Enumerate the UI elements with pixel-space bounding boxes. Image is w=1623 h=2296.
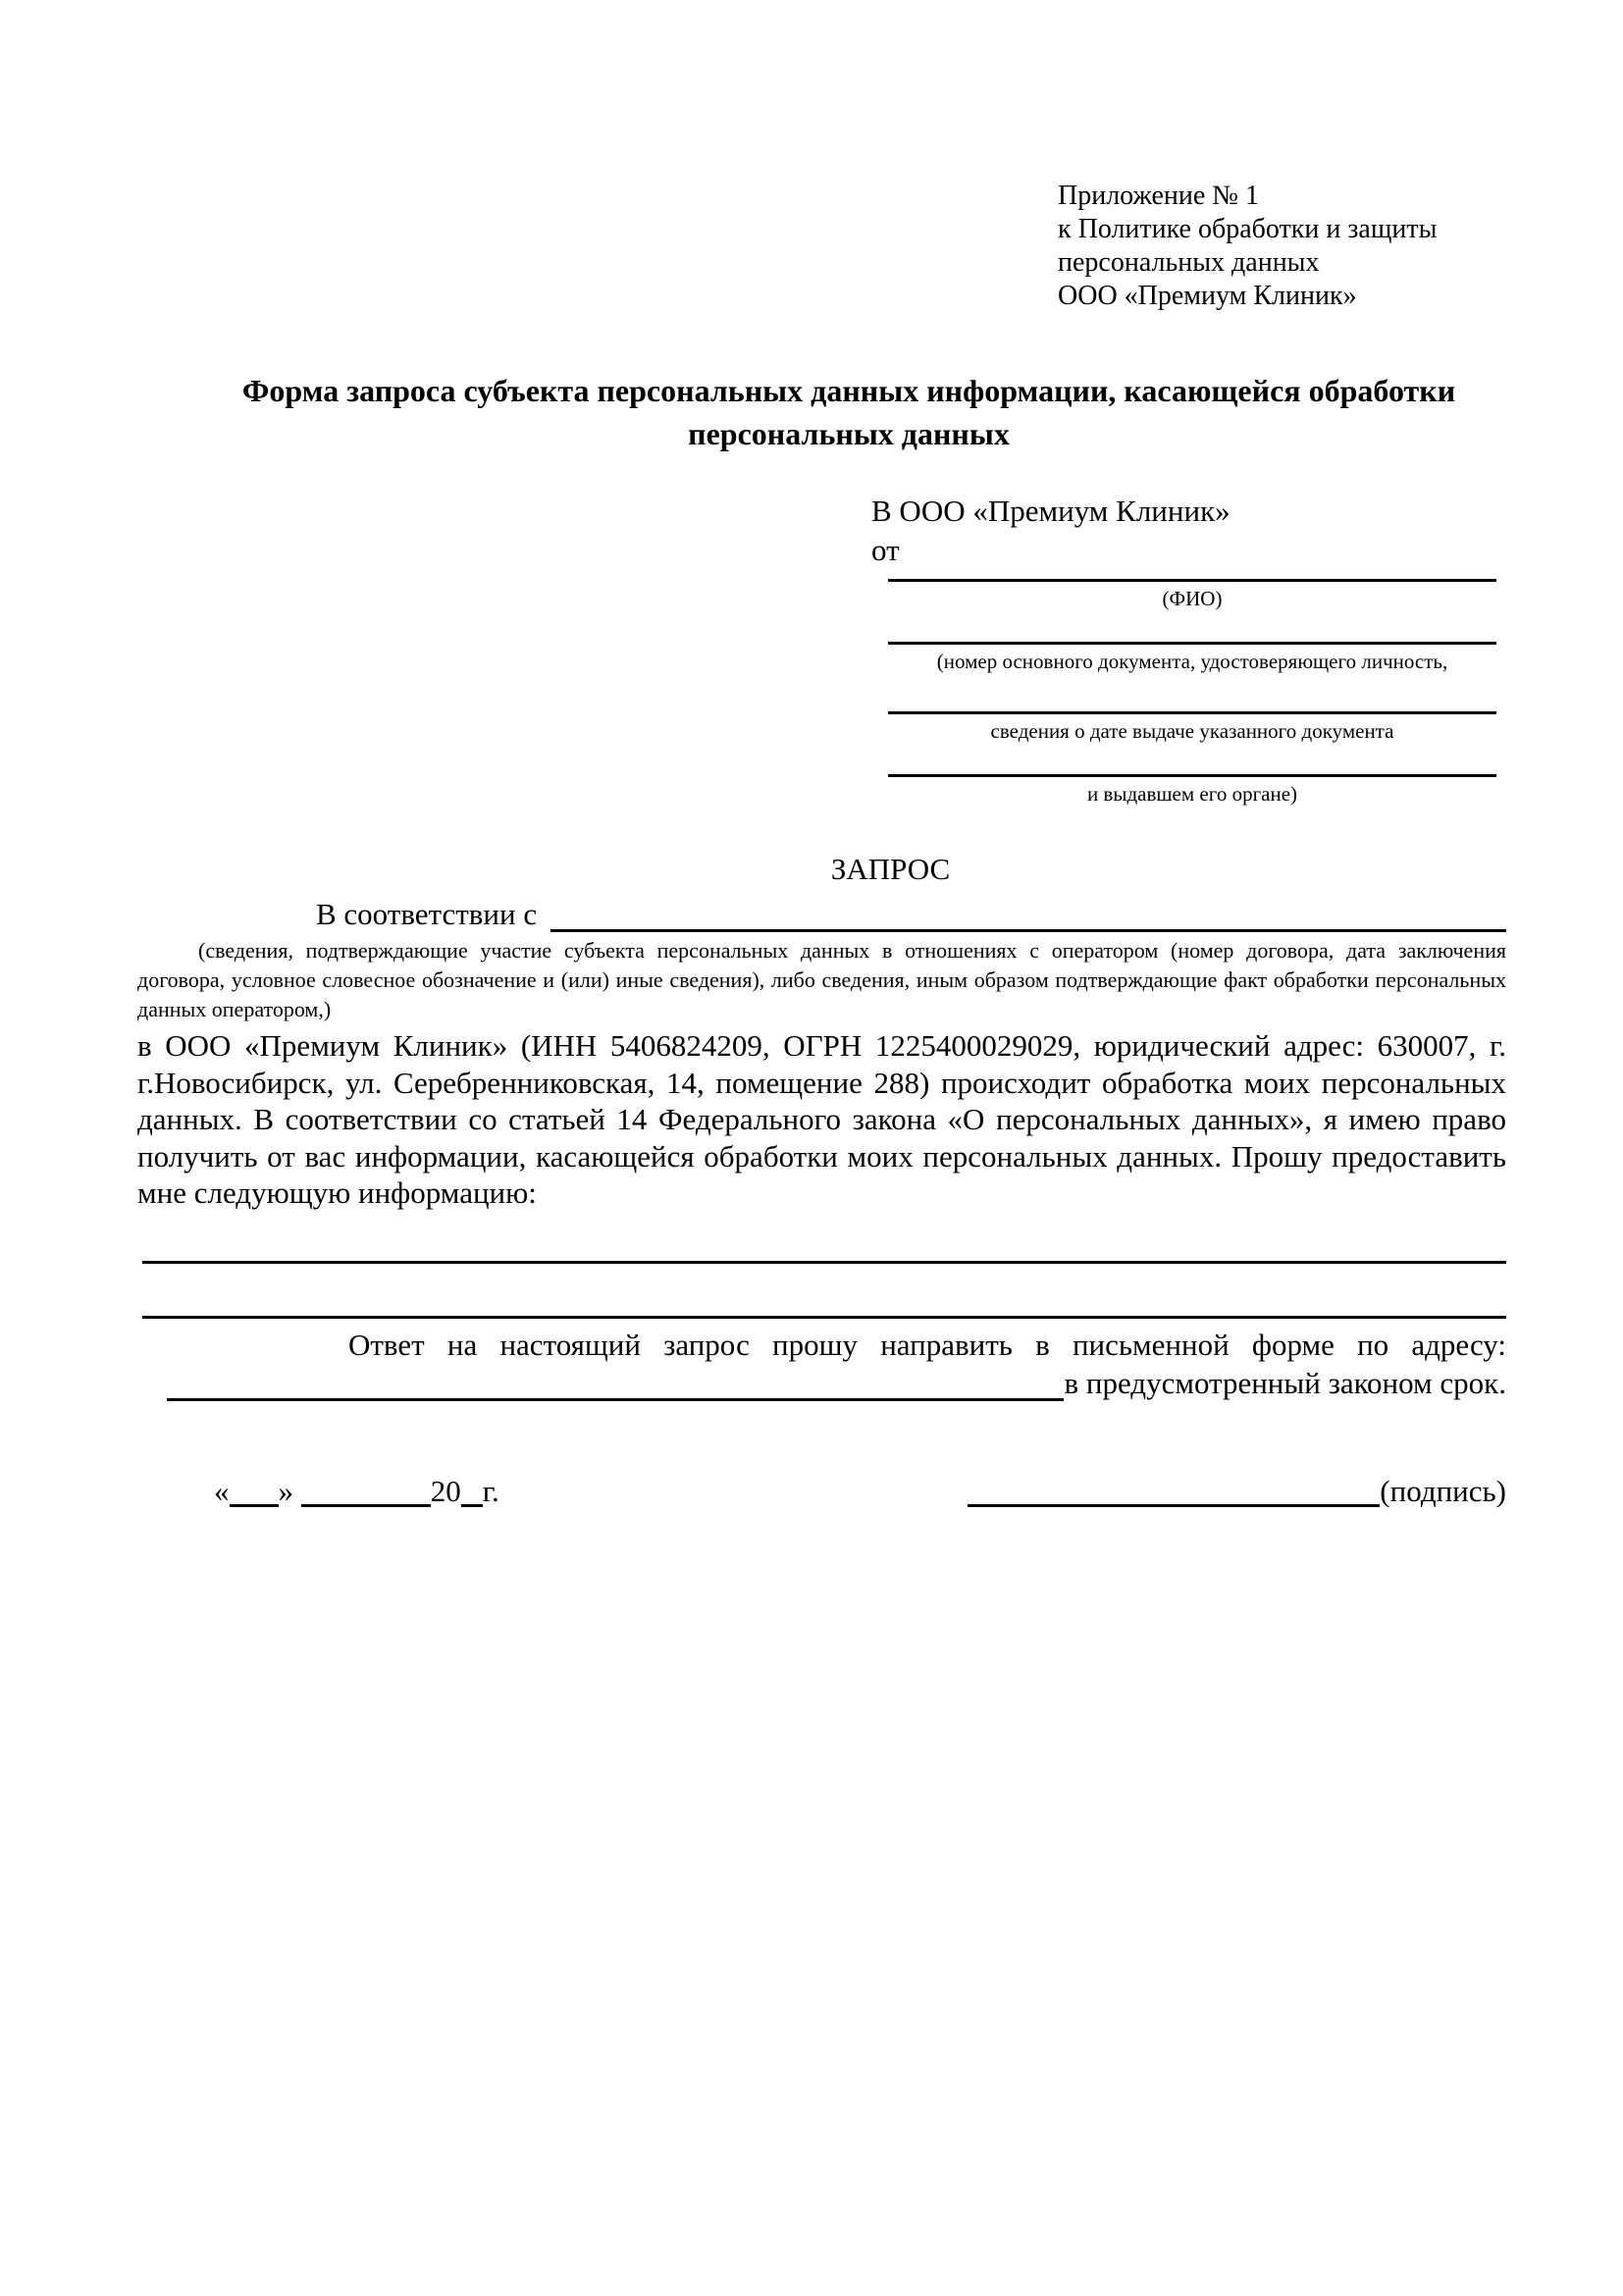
issue-date-fill-line [888, 674, 1496, 714]
fio-caption: (ФИО) [1162, 587, 1223, 610]
answer-suffix: в предусмотренный законом срок. [1064, 1365, 1506, 1400]
header-line-policy: к Политике обработки и защиты [1058, 214, 1438, 244]
accordance-row [137, 895, 1506, 934]
addressee-to: В ООО «Премиум Клиник» [871, 494, 1230, 528]
request-body-paragraph: в ООО «Премиум Клиник» (ИНН 5406824209, ОГРН 1225400029029, юридический адрес: 630007, г. г.Новосибирск, ул. Серебренниковская, 14, помещение 288) происходит обработка моих персональных данных. В соответствии со статьей 14 Федерального закона «О персональных данных», я имею право получить от вас информации, касающейся обработки моих персональных данных. Прошу предоставить мне следующую информацию: [137, 1028, 1506, 1210]
signature-caption: (подпись) [1380, 1473, 1506, 1508]
document-title: Форма запроса субъекта персональных данных информации, касающейся обработки персональных данных [241, 373, 1456, 451]
issuing-authority-fill-line [888, 744, 1496, 777]
year-fill-line [461, 1500, 483, 1507]
requested-info-fill-line-1 [142, 1261, 1506, 1264]
appendix-header [1058, 180, 1506, 313]
answer-address-row [137, 1364, 1506, 1403]
date-field [214, 1472, 499, 1511]
answer-intro-line: Ответ на настоящий запрос прошу направить в письменной форме по адресу: [348, 1327, 1506, 1362]
header-line-personal-data: персональных данных [1058, 247, 1320, 278]
issuing-authority-field [888, 744, 1496, 807]
issue-date-caption: сведения о дате выдаче указанного документа [990, 719, 1394, 743]
issuing-authority-caption: и выдавшем его органе) [1086, 782, 1298, 806]
date-open-quote: « [214, 1473, 230, 1508]
requested-info-fill-line-2 [142, 1316, 1506, 1319]
id-document-field [888, 611, 1496, 674]
address-fill-line [167, 1388, 1064, 1401]
fio-fill-line [888, 569, 1496, 582]
issue-date-field [888, 674, 1496, 744]
accordance-fill-line [550, 919, 1506, 932]
id-document-fill-line [888, 611, 1496, 645]
accordance-prefix: В соответствии с [316, 897, 538, 931]
addressee-block [871, 493, 1506, 807]
header-line-appendix-number: Приложение № 1 [1058, 181, 1259, 211]
header-line-company: ООО «Премиум Клиник» [1058, 281, 1357, 311]
year-suffix: г. [482, 1473, 499, 1508]
addressee-from-label: от [871, 533, 900, 567]
date-close-quote: » [278, 1473, 293, 1508]
month-fill-line [301, 1500, 431, 1507]
signature-fill-line [968, 1500, 1380, 1507]
date-signature-row [137, 1472, 1506, 1511]
signature-field [968, 1472, 1506, 1511]
fio-field [888, 569, 1496, 611]
fill-in-note: (сведения, подтверждающие участие субъекта персональных данных в отношениях с оператором (номер договора, дата заключения договора, условное словесное обозначение и (или) иные сведения), либо сведения, иным образом подтверждающие факт обработки персональных данных оператором,) [137, 938, 1506, 1021]
request-heading: ЗАПРОС [830, 852, 951, 886]
year-prefix: 20 [430, 1473, 461, 1508]
day-fill-line [230, 1500, 279, 1507]
id-document-caption: (номер основного документа, удостоверяющего личность, [936, 650, 1448, 673]
